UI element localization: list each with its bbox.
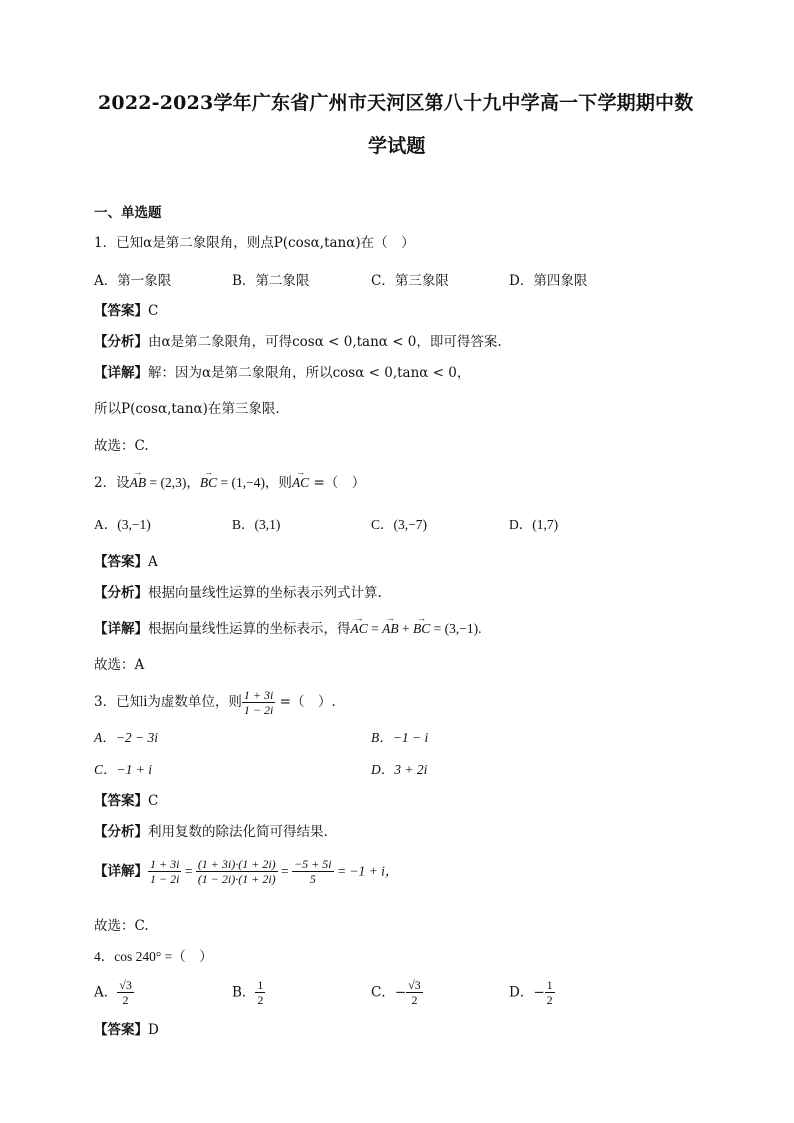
- q1-detail: 解：因为α是第二象限角，所以cosα < 0,tanα < 0，: [148, 365, 471, 381]
- fraction-numerator: √3: [119, 978, 132, 992]
- q4-answer: D: [148, 1022, 159, 1038]
- q1-conclusion: 故选：C.: [94, 438, 149, 454]
- q2-detail-value: = (3,−1).: [430, 621, 482, 636]
- fraction-numerator: 1 + 3i: [150, 857, 180, 871]
- q2-analysis-row: [94, 584, 382, 602]
- q3-fraction-numerator: 1 + 3i: [243, 688, 274, 702]
- q3-fraction-denominator: 1 − 2i: [243, 703, 274, 717]
- q2-answer: A: [148, 554, 158, 570]
- q2-stem-suffix: =（ ）: [309, 475, 366, 491]
- q3-stem-prefix: 3．已知i为虚数单位，则: [94, 694, 242, 710]
- fraction-denominator: 2: [257, 993, 264, 1007]
- q3-fraction: [242, 688, 275, 717]
- fraction-numerator: (1 + 3i)·(1 + 2i): [197, 857, 276, 871]
- fraction-denominator: 2: [411, 993, 418, 1007]
- q3-stem-suffix: =（ ）.: [275, 694, 336, 710]
- q3-detail-fraction-1: [148, 857, 181, 886]
- q2-stem: [94, 474, 365, 492]
- q4-option-a: [94, 978, 134, 1007]
- section-heading: 一、单选题: [94, 205, 162, 221]
- analysis-tag: 【分析】: [94, 585, 148, 601]
- q3-analysis-row: [94, 823, 328, 841]
- q2-option-a: A．(3,−1): [94, 517, 151, 532]
- q4-option-b: [232, 978, 265, 1007]
- answer-tag: 【答案】: [94, 303, 148, 319]
- detail-tag: 【详解】: [94, 863, 148, 880]
- q3-detail-fraction-3: [292, 857, 334, 886]
- q3-conclusion: 故选：C.: [94, 918, 149, 934]
- q3-detail-result: = −1 + i，: [333, 863, 399, 879]
- q3-answer-row: [94, 792, 158, 810]
- analysis-tag: 【分析】: [94, 824, 148, 840]
- vector-bc: → BC: [413, 620, 430, 638]
- vector-ab: → AB: [382, 620, 399, 638]
- q4-option-c-fraction: [406, 978, 423, 1007]
- equals-sign: =: [367, 621, 383, 636]
- detail-tag: 【详解】: [94, 365, 148, 381]
- doc-title-line1: 2022-2023学年广东省广州市天河区第八十九中学高一下学期期中数: [98, 92, 694, 114]
- q2-answer-row: [94, 553, 158, 571]
- vector-bc: → BC: [200, 474, 217, 492]
- q4-option-a-fraction: [117, 978, 134, 1007]
- option-label: B．: [232, 984, 256, 1001]
- answer-tag: 【答案】: [94, 554, 148, 570]
- doc-title-line2: 学试题: [368, 135, 426, 157]
- analysis-tag: 【分析】: [94, 334, 148, 350]
- q4-option-d: [509, 978, 555, 1007]
- q1-option-a: A．第一象限: [94, 273, 172, 289]
- q2-analysis: 根据向量线性运算的坐标表示列式计算.: [148, 585, 382, 601]
- answer-tag: 【答案】: [94, 793, 148, 809]
- q1-option-d: D．第四象限: [509, 273, 588, 289]
- fraction-numerator: 1: [546, 978, 553, 992]
- q1-detail-row: [94, 364, 470, 382]
- fraction-denominator: 2: [546, 993, 553, 1007]
- q2-option-b: B．(3,1): [232, 517, 281, 532]
- q1-option-b: B．第二象限: [232, 273, 310, 289]
- q1-detail2: 所以P(cosα,tanα)在第三象限.: [94, 401, 280, 417]
- q1-analysis-row: [94, 333, 502, 351]
- q3-detail-fraction-2: [196, 857, 278, 886]
- fraction-numerator: √3: [408, 978, 421, 992]
- fraction-denominator: 5: [309, 872, 316, 886]
- q1-option-c: C．第三象限: [371, 273, 449, 289]
- q2-stem-prefix: 2．设: [94, 475, 130, 491]
- q4-stem: 4．cos 240° =（ ）: [94, 949, 213, 964]
- option-label: A．: [94, 984, 118, 1001]
- option-label: C．−: [371, 984, 407, 1001]
- q3-option-b: B．−1 − i: [371, 730, 429, 745]
- answer-tag: 【答案】: [94, 1022, 148, 1038]
- option-label: D．−: [509, 984, 545, 1001]
- q3-option-d: D．3 + 2i: [371, 762, 428, 777]
- fraction-denominator: (1 − 2i)·(1 + 2i): [197, 872, 276, 886]
- q1-analysis: 由α是第二象限角，可得cosα < 0,tanα < 0，即可得答案.: [148, 334, 502, 350]
- q2-detail-prefix: 根据向量线性运算的坐标表示，得: [148, 621, 351, 637]
- vector-ac: → AC: [292, 474, 309, 492]
- vector-ab: → AB: [130, 474, 147, 492]
- fraction-numerator: −5 + 5i: [294, 857, 332, 871]
- q3-detail-row: 【详解】 $\frac{1 + 3i}{1 - 2i}$ = $\frac{(1 + 3i)\cdot(1 + 2i)}{(1 - 2i)\cdot(1 + 2i)}$ = $\frac{-5 + 5i}{5}$ = −1 + i，: [94, 857, 399, 886]
- q2-option-c: C．(3,−7): [371, 517, 427, 532]
- q3-option-a: A．−2 − 3i: [94, 730, 158, 745]
- q3-stem: [94, 688, 336, 717]
- q3-answer: C: [148, 793, 159, 809]
- q1-answer: C: [148, 303, 159, 319]
- q4-option-b-fraction: [255, 978, 265, 1007]
- vector-ac: → AC: [351, 620, 368, 638]
- q3-option-c: C．−1 + i: [94, 762, 152, 777]
- detail-tag: 【详解】: [94, 621, 148, 637]
- fraction-denominator: 2: [122, 993, 129, 1007]
- q1-answer-row: [94, 302, 158, 320]
- q1-stem: 1．已知α是第二象限角，则点P(cosα,tanα)在（ ）: [94, 235, 415, 251]
- plus-sign: +: [398, 621, 414, 636]
- q2-conclusion: 故选：A: [94, 657, 145, 673]
- fraction-denominator: 1 − 2i: [150, 872, 180, 886]
- q2-detail-row: [94, 620, 482, 638]
- q4-option-d-fraction: [545, 978, 555, 1007]
- q2-ab-value: = (2,3)，: [146, 475, 200, 490]
- q3-analysis: 利用复数的除法化简可得结果.: [148, 824, 328, 840]
- fraction-numerator: 1: [257, 978, 264, 992]
- q4-answer-row: [94, 1021, 159, 1039]
- q2-option-d: D．(1,7): [509, 517, 559, 532]
- q4-option-c: [371, 978, 423, 1007]
- q2-bc-value: = (1,−4)，则: [217, 475, 292, 490]
